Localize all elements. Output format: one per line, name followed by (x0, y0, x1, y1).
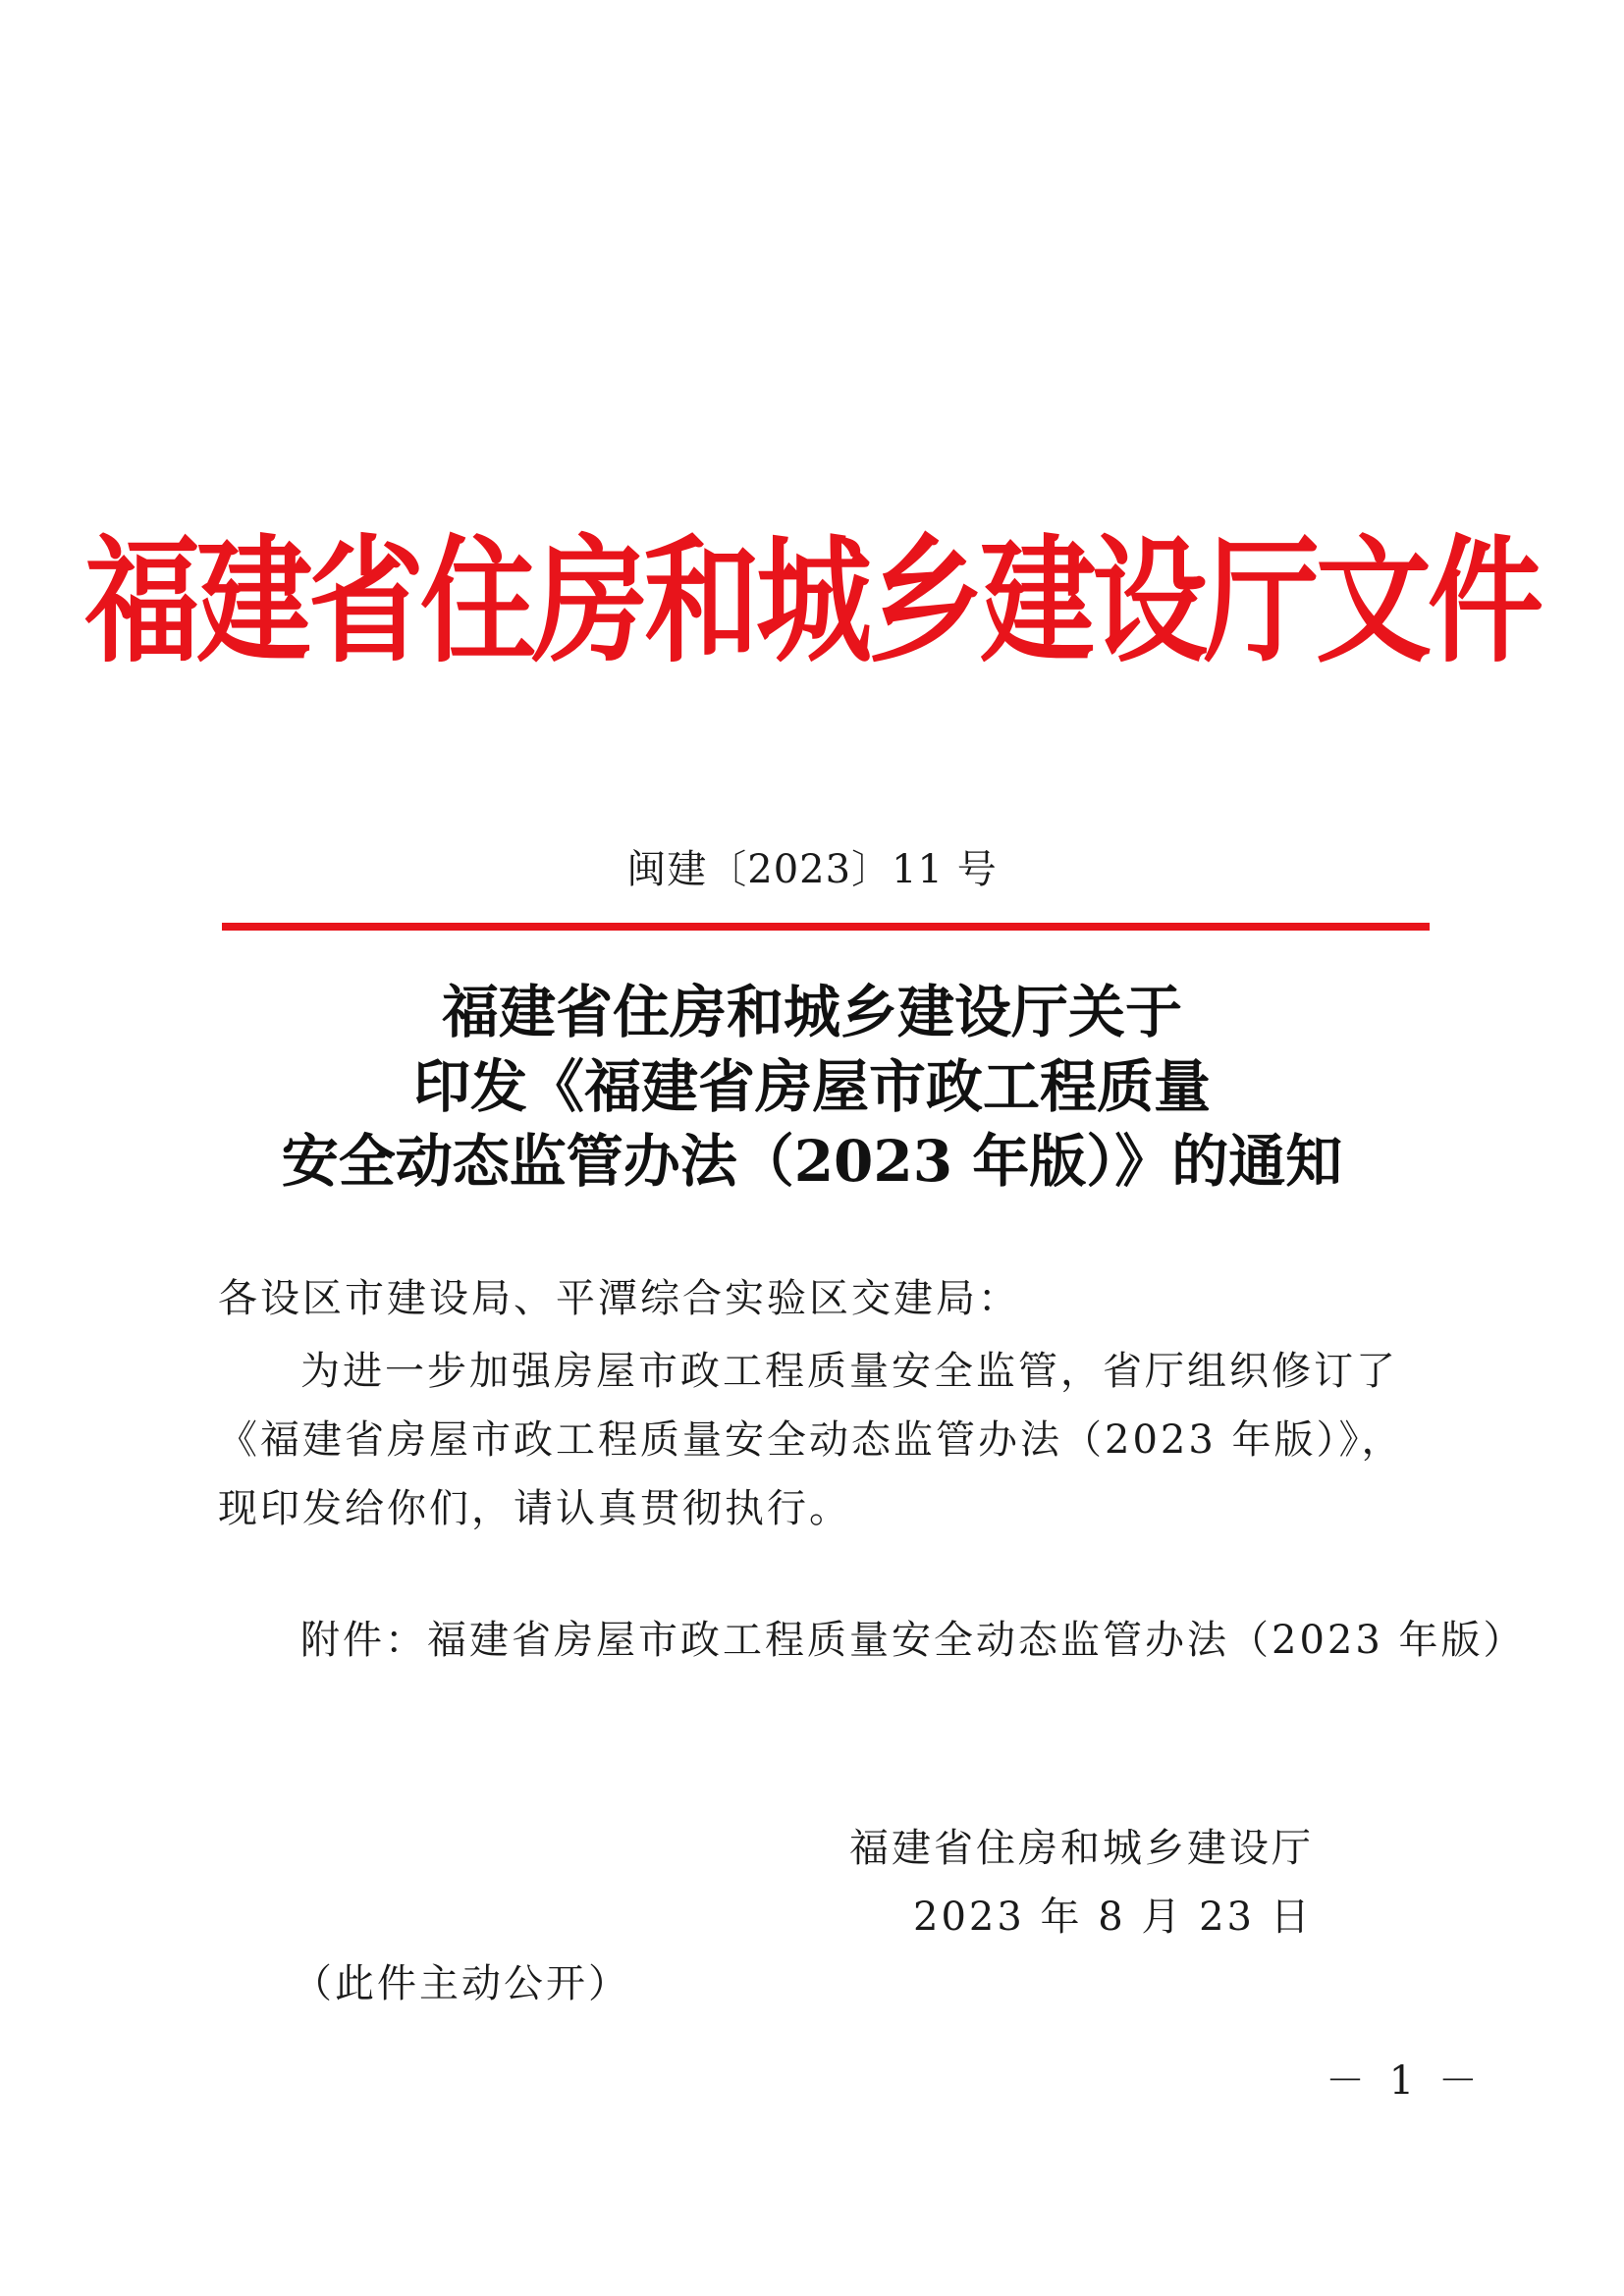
attachment-line: 附件：福建省房屋市政工程质量安全动态监管办法（2023 年版） (300, 1618, 1526, 1663)
title-line-3: 安全动态监管办法（2023 年版）》的通知 (281, 1128, 1343, 1195)
signing-date: 2023 年 8 月 23 日 (913, 1895, 1313, 1940)
title-line-2: 印发《福建省房屋市政工程质量 (412, 1053, 1211, 1120)
document-title (0, 975, 1624, 1199)
paragraph-line-1: 为进一步加强房屋市政工程质量安全监管，省厅组织修订了 (300, 1349, 1398, 1394)
page-number: － 1 － (1326, 2058, 1484, 2104)
title-line-1: 福建省住房和城乡建设厅关于 (441, 979, 1182, 1045)
paragraph-line-3: 现印发给你们，请认真贯彻执行。 (218, 1486, 851, 1531)
paragraph-line-2: 《福建省房屋市政工程质量安全动态监管办法（2023 年版）》， (218, 1417, 1404, 1463)
document-number: 闽建〔2023〕11 号 (626, 847, 998, 892)
issuer-heading: 福建省住房和城乡建设厅文件 (83, 520, 1540, 682)
addressee: 各设区市建设局、平潭综合实验区交建局： (218, 1276, 1020, 1321)
signing-organization: 福建省住房和城乡建设厅 (849, 1826, 1314, 1871)
red-separator-line (222, 923, 1430, 931)
public-disclosure-note: （此件主动公开） (293, 1961, 630, 2006)
